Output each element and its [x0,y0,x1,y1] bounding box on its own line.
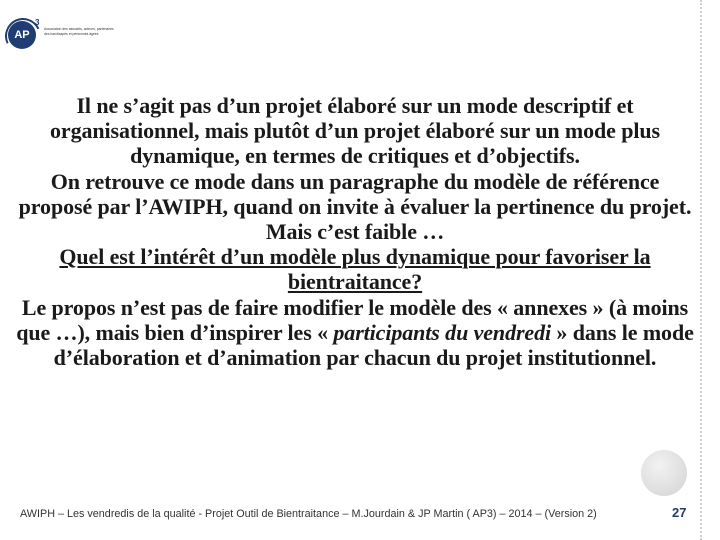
footer-text: AWIPH – Les vendredis de la qualité - Projet Outil de Bientraitance – M.Jourdain & JP Martin ( AP3) – 2014 – (Version 2) [20,508,597,520]
ap3-logo [8,18,118,58]
paragraph-4 [16,295,694,371]
logo-tagline: Association des associés, acteurs, partenaires des handicapés et personnes âgées [44,27,114,36]
paragraph-4-start: Le propos n’est pas de faire modifier le modèle des « annexes » (à moins que …), mais bien d’inspirer les « [16,294,689,345]
page-number: 27 [672,505,687,520]
paragraph-1: Il ne s’agit pas d’un projet élaboré sur un mode descriptif et organisationnel, mais plutôt d’un projet élaboré sur un mode plus dynamique, en termes de critiques et d’objectifs. [50,93,660,169]
paragraph-4-end: » dans le mode d’élaboration et d’animation par chacun du projet institutionnel. [53,319,694,371]
decorative-circle [641,450,687,496]
decorative-dotted-line [700,0,702,540]
paragraph-2: On retrouve ce mode dans un paragraphe du modèle de référence proposé par l’AWIPH, quand on invite à évaluer la pertinence du projet. Mais c’est faible … [18,168,692,245]
logo-superscript: 3 [35,18,40,27]
paragraph-4-italic: participants du vendredi [333,319,552,345]
paragraph-3-question: Quel est l’intérêt d’un modèle plus dynamique pour favoriser la bientraitance? [59,244,651,295]
slide-body [16,93,694,370]
logo-mark: AP [8,21,36,49]
